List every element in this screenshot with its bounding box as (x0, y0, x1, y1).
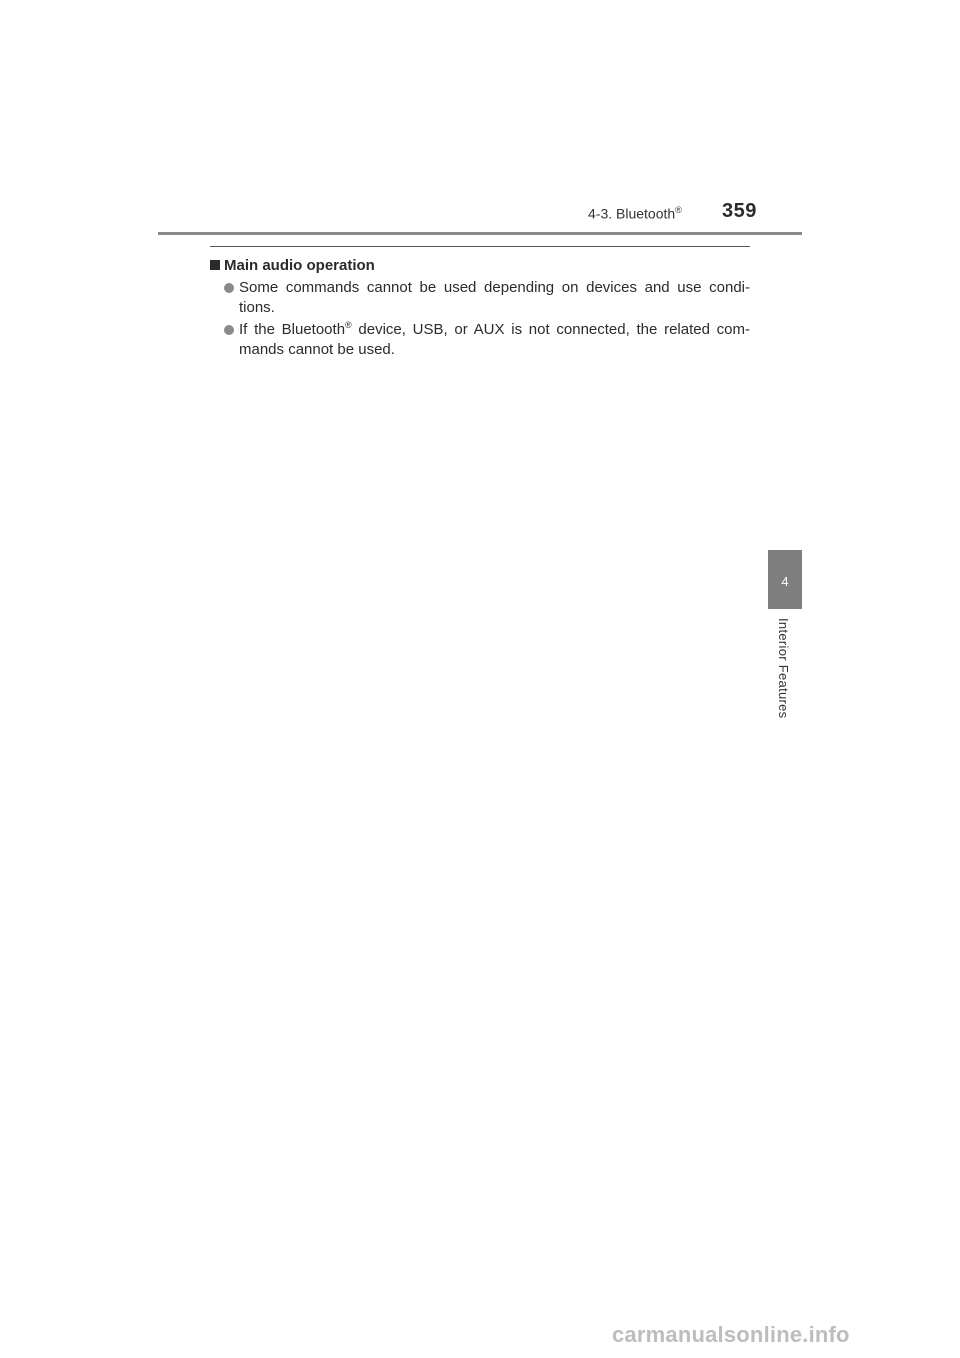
section-title (588, 205, 682, 222)
section-divider (210, 246, 750, 247)
chapter-title: Interior Features (776, 618, 791, 719)
list-item-text-end: device, USB, or AUX is not connected, the related com-mands cannot be used. (239, 321, 751, 358)
list-item (210, 320, 750, 360)
subsection-heading (210, 256, 750, 276)
list-item (210, 278, 750, 318)
list-item-text: Some commands cannot be used depending on devices and use condi-tions. (239, 279, 750, 316)
main-content (210, 256, 750, 362)
heading-text: Main audio operation (224, 257, 375, 274)
registered-mark: ® (675, 205, 682, 215)
page-number: 359 (722, 200, 757, 222)
section-title-text: 4-3. Bluetooth (588, 205, 676, 222)
site-watermark: carmanualsonline.info (612, 1322, 850, 1347)
chapter-number: 4 (781, 574, 789, 589)
registered-mark: ® (345, 320, 352, 330)
circle-bullet-icon (224, 325, 234, 335)
square-bullet-icon (210, 260, 220, 270)
header-rule (158, 232, 802, 235)
list-item-text-start: If the Bluetooth (239, 321, 346, 338)
circle-bullet-icon (224, 283, 234, 293)
